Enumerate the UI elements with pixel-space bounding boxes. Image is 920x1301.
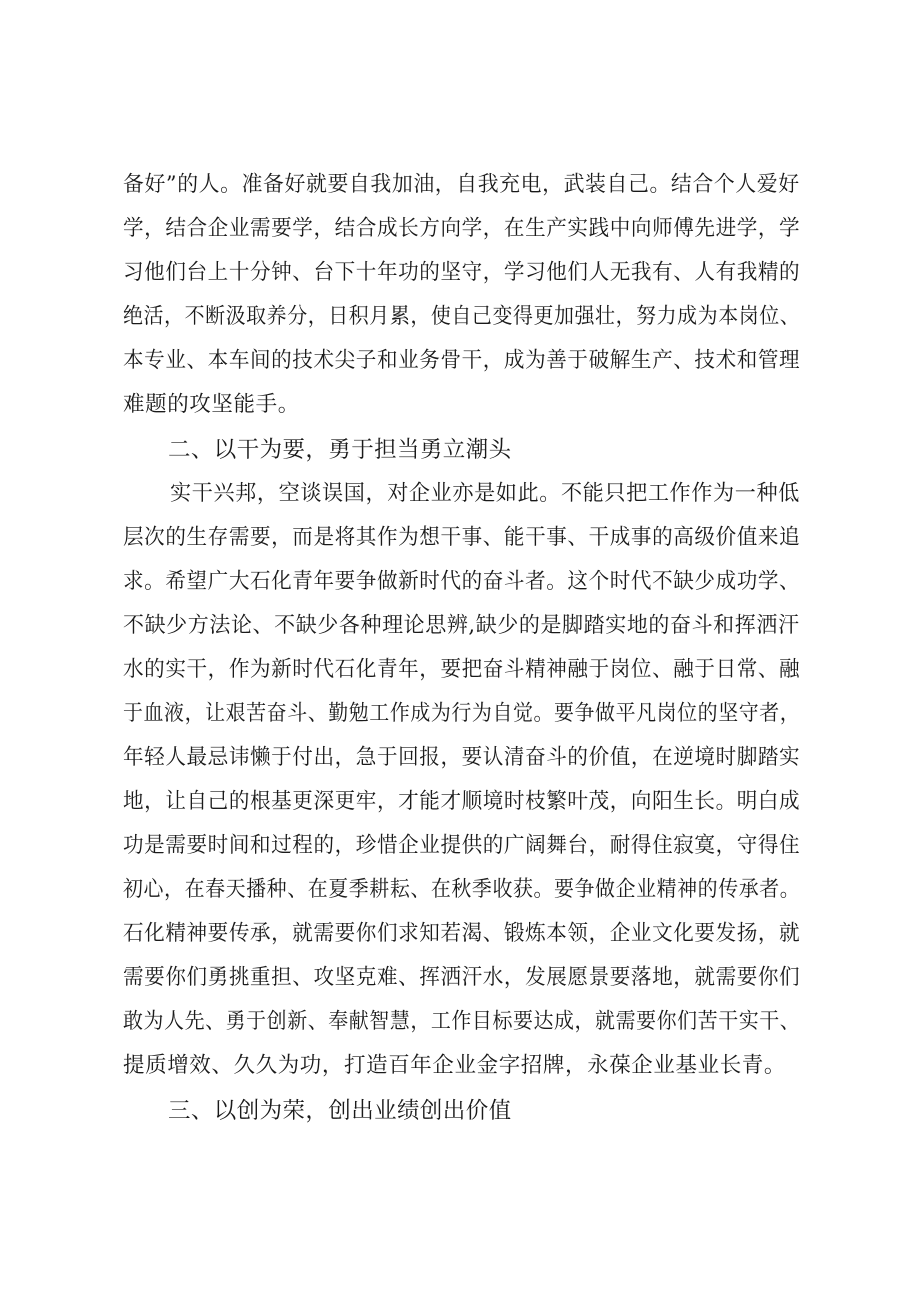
- paragraph-line: 需要你们勇挑重担、攻坚克难、挥洒汗水，发展愿景要落地，就需要你们: [123, 965, 801, 990]
- paragraph-line: 实干兴邦，空谈误国，对企业亦是如此。不能只把工作作为一种低: [170, 481, 800, 506]
- paragraph-line: 石化精神要传承，就需要你们求知若渴、锻炼本领，企业文化要发扬，就: [123, 921, 801, 946]
- paragraph-line: 求。希望广大石化青年要争做新时代的奋斗者。这个时代不缺少成功学、: [123, 569, 801, 594]
- paragraph-line: 初心，在春天播种、在夏季耕耘、在秋季收获。要争做企业精神的传承者。: [123, 877, 801, 902]
- paragraph-line: 水的实干，作为新时代石化青年，要把奋斗精神融于岗位、融于日常、融: [123, 657, 801, 682]
- paragraph-line: 于血液，让艰苦奋斗、勤勉工作成为行为自觉。要争做平凡岗位的坚守者，: [123, 701, 801, 726]
- paragraph-line: 习他们台上十分钟、台下十年功的坚守，学习他们人无我有、人有我精的: [123, 260, 801, 285]
- paragraph-line: 敢为人先、勇于创新、奉献智慧，工作目标要达成，就需要你们苦干实干、: [123, 1009, 801, 1034]
- paragraph-line: 本专业、本车间的技术尖子和业务骨干，成为善于破解生产、技术和管理: [123, 348, 801, 373]
- paragraph-line: 年轻人最忌讳懒于付出，急于回报，要认清奋斗的价值，在逆境时脚踏实: [123, 745, 801, 770]
- section-heading-2: 二、以干为要，勇于担当勇立潮头: [168, 437, 512, 463]
- paragraph-line: 不缺少方法论、不缺少各种理论思辨,缺少的是脚踏实地的奋斗和挥洒汗: [123, 613, 800, 638]
- paragraph-line: 学，结合企业需要学，结合成长方向学，在生产实践中向师傅先进学，学: [123, 216, 801, 241]
- paragraph-line: 难题的攻坚能手。: [123, 392, 300, 417]
- paragraph-line: 功是需要时间和过程的，珍惜企业提供的广阔舞台，耐得住寂寞，守得住: [123, 833, 801, 858]
- paragraph-line: 层次的生存需要，而是将其作为想干事、能干事、干成事的高级价值来追: [123, 525, 801, 550]
- paragraph-line: 备好”的人。准备好就要自我加油，自我充电，武装自己。结合个人爱好: [123, 172, 800, 197]
- paragraph-line: 提质增效、久久为功，打造百年企业金字招牌，永葆企业基业长青。: [123, 1053, 787, 1078]
- section-heading-3: 三、以创为荣，创出业绩创出价值: [168, 1098, 512, 1124]
- paragraph-line: 绝活，不断汲取养分，日积月累，使自己变得更加强壮，努力成为本岗位、: [123, 304, 801, 329]
- paragraph-line: 地，让自己的根基更深更牢，才能才顺境时枝繁叶茂，向阳生长。明白成: [123, 789, 801, 814]
